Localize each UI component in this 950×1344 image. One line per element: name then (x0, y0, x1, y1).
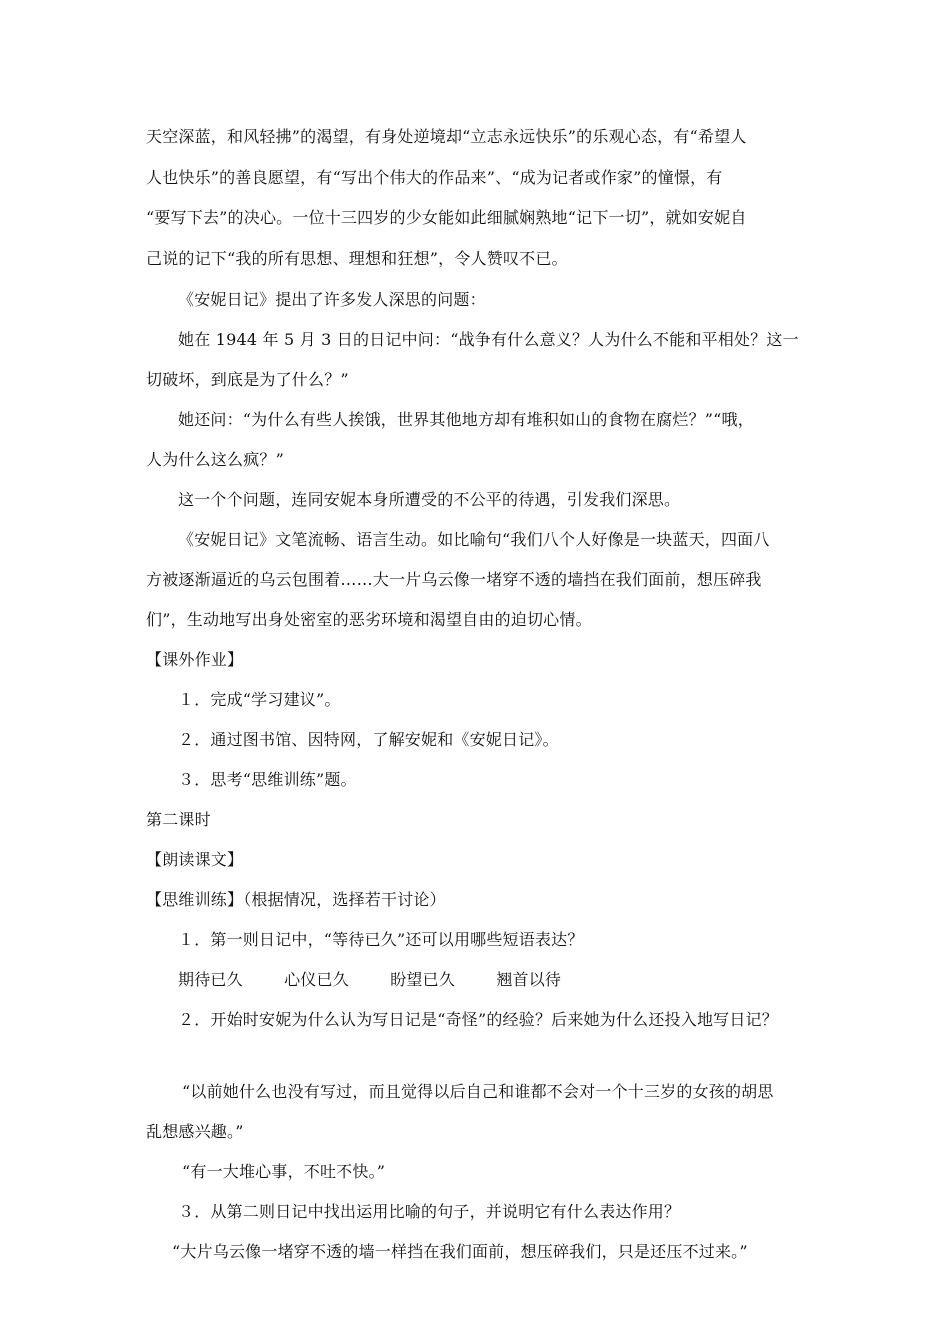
synonym-list (178, 969, 597, 991)
paragraph-line: 己说的记下“我的所有思想、理想和狂想”，令人赞叹不已。 (146, 249, 568, 268)
homework-item: ２．通过图书馆、因特网，了解安妮和《安妮日记》。 (178, 730, 559, 749)
answer-line: 乱想感兴趣。” (146, 1122, 244, 1141)
homework-item: ３．思考“思维训练”题。 (178, 770, 357, 789)
paragraph-line: 她还问：“为什么有些人挨饿，世界其他地方却有堆积如山的食物在腐烂？”“哦， (178, 410, 754, 429)
question-3: ３．从第二则日记中找出运用比喻的句子，并说明它有什么表达作用？ (178, 1202, 681, 1221)
homework-item: １．完成“学习建议”。 (178, 690, 341, 709)
answer-line: “大片乌云像一堵穿不透的墙一样挡在我们面前，想压碎我们，只是还压不过来。” (172, 1242, 748, 1261)
section-title: 第二课时 (146, 810, 211, 829)
homework-heading: 【课外作业】 (146, 650, 244, 669)
synonym-item: 心仪已久 (284, 970, 349, 989)
synonym-item: 翘首以待 (496, 970, 562, 989)
answer-line: “以前她什么也没有写过，而且觉得以后自己和谁都不会对一个十三岁的女孩的胡思 (182, 1082, 774, 1101)
paragraph-line: 人也快乐”的善良愿望，有“写出个伟大的作品来”、“成为记者或作家”的憧憬，有 (146, 168, 723, 187)
paragraph-line: 人为什么这么疯？” (146, 450, 284, 469)
paragraph-line: 这一个个问题，连同安妮本身所遭受的不公平的待遇，引发我们深思。 (178, 490, 681, 509)
paragraph-line: 们”，生动地写出身处密室的恶劣环境和渴望自由的迫切心情。 (146, 610, 592, 629)
reading-heading: 【朗读课文】 (146, 850, 244, 869)
question-1: １．第一则日记中，“等待已久”还可以用哪些短语表达？ (178, 930, 584, 949)
paragraph-line: 《安妮日记》文笔流畅、语言生动。如比喻句“我们八个人好像是一块蓝天，四面八 (178, 530, 770, 549)
paragraph-line: 她在 1944 年 5 月 3 日的日记中问：“战争有什么意义？人为什么不能和平相处？这一 (178, 330, 799, 349)
paragraph-line: 方被逐渐逼近的乌云包围着……大一片乌云像一堵穿不透的墙挡在我们面前，想压碎我 (146, 570, 762, 589)
answer-line: “有一大堆心事，不吐不快。” (182, 1162, 386, 1181)
paragraph-line: 天空深蓝，和风轻拂”的渴望，有身处逆境却“立志永远快乐”的乐观心态，有“希望人 (146, 127, 747, 146)
paragraph-line: 《安妮日记》提出了许多发人深思的问题： (178, 290, 486, 309)
synonym-item: 盼望已久 (390, 970, 456, 989)
synonym-item: 期待已久 (178, 970, 243, 989)
question-2: ２．开始时安妮为什么认为写日记是“奇怪”的经验？后来她为什么还投入地写日记？ (178, 1010, 778, 1029)
paragraph-line: “要写下去”的决心。一位十三四岁的少女能如此细腻娴熟地“记下一切”，就如安妮自 (146, 208, 747, 227)
paragraph-line: 切破坏，到底是为了什么？” (146, 370, 349, 389)
thinking-heading: 【思维训练】（根据情况，选择若干讨论） (146, 890, 446, 909)
